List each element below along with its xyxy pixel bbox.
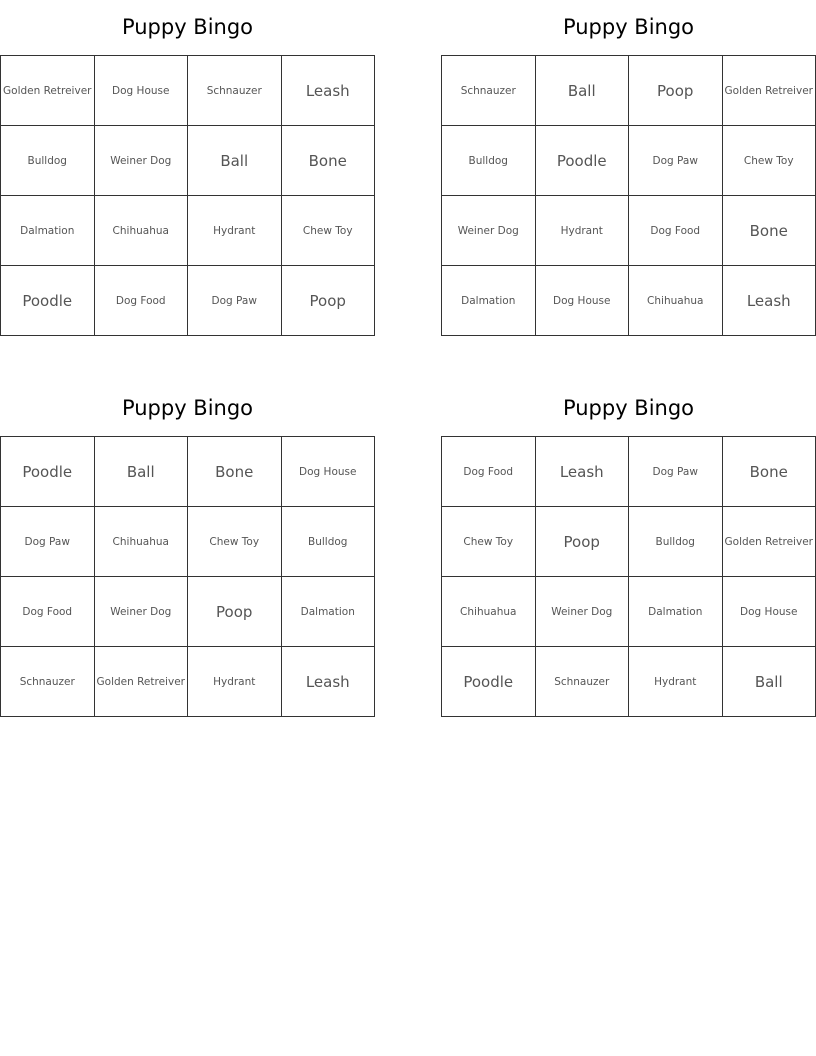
bingo-cell: Poop: [188, 577, 282, 647]
bingo-cell: Dog Food: [629, 196, 723, 266]
bingo-cell: Poodle: [1, 266, 95, 336]
bingo-cell: Bone: [723, 437, 816, 507]
bingo-cell: Dog Food: [442, 437, 536, 507]
bingo-cell: Poop: [536, 507, 630, 577]
bingo-cell: Dalmation: [1, 196, 95, 266]
bingo-cell: Poodle: [1, 437, 95, 507]
bingo-cell: Dog Food: [1, 577, 95, 647]
bingo-cell: Ball: [536, 56, 630, 126]
bingo-cell: Dog Paw: [629, 126, 723, 196]
bingo-cell: Dog Paw: [1, 507, 95, 577]
card-title: Puppy Bingo: [121, 15, 254, 39]
bingo-card-4: [441, 381, 816, 717]
bingo-cell: Bulldog: [442, 126, 536, 196]
bingo-cell: Chihuahua: [442, 577, 536, 647]
bingo-cell: Dog Paw: [188, 266, 282, 336]
bingo-cell: Chihuahua: [629, 266, 723, 336]
bingo-cell: Chihuahua: [95, 507, 189, 577]
bingo-cell: Weiner Dog: [536, 577, 630, 647]
bingo-cell: Chew Toy: [442, 507, 536, 577]
bingo-cell: Chew Toy: [723, 126, 816, 196]
bingo-cell: Bone: [723, 196, 816, 266]
bingo-cell: Dog Food: [95, 266, 189, 336]
bingo-cell: Poop: [282, 266, 376, 336]
bingo-cell: Dog House: [723, 577, 816, 647]
bingo-cell: Leash: [536, 437, 630, 507]
bingo-cell: Golden Retreiver: [723, 507, 816, 577]
bingo-grid: [441, 436, 816, 717]
bingo-card-2: [441, 0, 816, 336]
bingo-cell: Poodle: [536, 126, 630, 196]
bingo-cell: Hydrant: [536, 196, 630, 266]
bingo-card-1: [0, 0, 375, 336]
bingo-cell: Dog Paw: [629, 437, 723, 507]
bingo-cell: Ball: [188, 126, 282, 196]
card-title: Puppy Bingo: [562, 396, 695, 420]
bingo-cell: Schnauzer: [442, 56, 536, 126]
bingo-cell: Schnauzer: [188, 56, 282, 126]
bingo-cell: Dog House: [95, 56, 189, 126]
bingo-cell: Chihuahua: [95, 196, 189, 266]
bingo-cell: Dog House: [282, 437, 376, 507]
bingo-cell: Bulldog: [629, 507, 723, 577]
bingo-cell: Weiner Dog: [442, 196, 536, 266]
bingo-cell: Chew Toy: [282, 196, 376, 266]
bingo-cell: Hydrant: [629, 647, 723, 717]
bingo-cell: Weiner Dog: [95, 577, 189, 647]
bingo-card-3: [0, 381, 375, 717]
bingo-cell: Poop: [629, 56, 723, 126]
bingo-cell: Chew Toy: [188, 507, 282, 577]
bingo-cell: Bone: [188, 437, 282, 507]
bingo-cell: Leash: [282, 647, 376, 717]
bingo-cell: Bulldog: [282, 507, 376, 577]
bingo-grid: [0, 55, 375, 336]
bingo-cell: Dalmation: [282, 577, 376, 647]
bingo-grid: [0, 436, 375, 717]
bingo-cell: Schnauzer: [1, 647, 95, 717]
bingo-cell: Leash: [282, 56, 376, 126]
bingo-cell: Poodle: [442, 647, 536, 717]
bingo-cell: Dalmation: [629, 577, 723, 647]
card-title: Puppy Bingo: [121, 396, 254, 420]
bingo-cell: Leash: [723, 266, 816, 336]
bingo-cell: Golden Retreiver: [723, 56, 816, 126]
bingo-cell: Bulldog: [1, 126, 95, 196]
bingo-cell: Bone: [282, 126, 376, 196]
bingo-grid: [441, 55, 816, 336]
card-title: Puppy Bingo: [562, 15, 695, 39]
bingo-cell: Ball: [95, 437, 189, 507]
bingo-cell: Hydrant: [188, 196, 282, 266]
bingo-cell: Ball: [723, 647, 816, 717]
bingo-cell: Dog House: [536, 266, 630, 336]
bingo-cell: Schnauzer: [536, 647, 630, 717]
bingo-cell: Hydrant: [188, 647, 282, 717]
bingo-cell: Weiner Dog: [95, 126, 189, 196]
bingo-cell: Dalmation: [442, 266, 536, 336]
bingo-cell: Golden Retreiver: [1, 56, 95, 126]
bingo-cell: Golden Retreiver: [95, 647, 189, 717]
